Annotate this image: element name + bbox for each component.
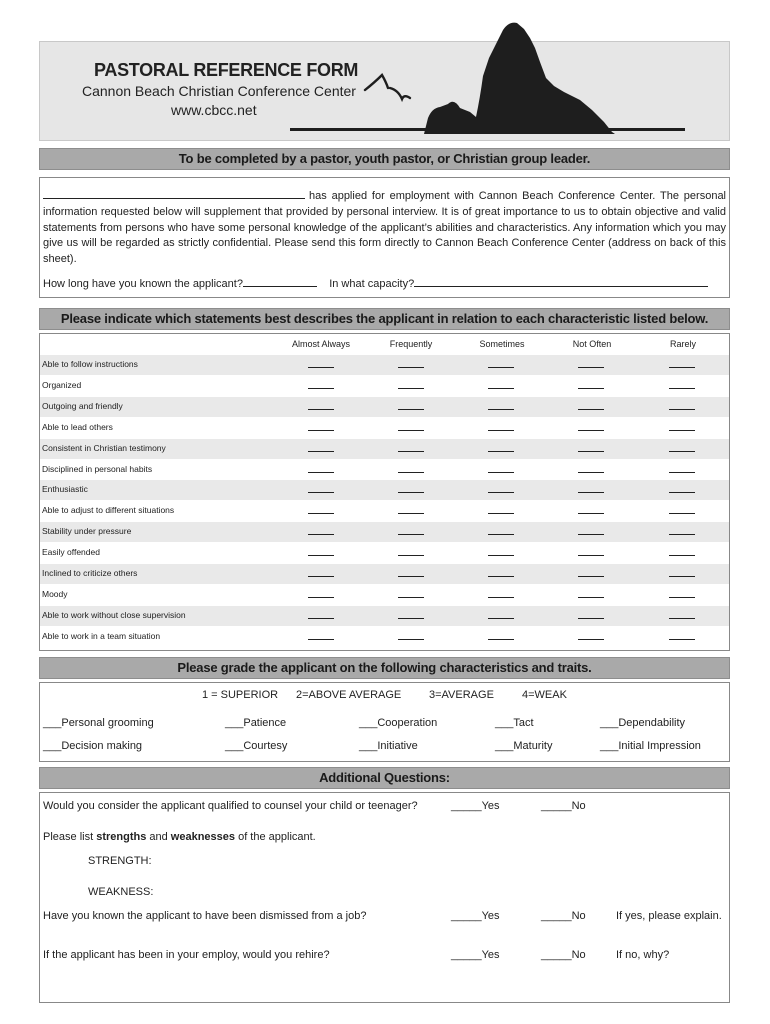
characteristic-label xyxy=(42,443,272,453)
q2-explain-note: If yes, please explain. xyxy=(616,910,722,922)
q2-yes-option[interactable]: _____Yes xyxy=(451,910,500,922)
rating-blank-4[interactable] xyxy=(578,492,604,493)
rating-blank-5[interactable] xyxy=(669,492,695,493)
applicant-name-line[interactable] xyxy=(43,189,305,199)
characteristic-label xyxy=(42,359,272,369)
rating-blank-2[interactable] xyxy=(398,451,424,452)
rating-blank-5[interactable] xyxy=(669,576,695,577)
section2-heading: Please indicate which statements best describes the applicant in relation to each characteristic listed below. xyxy=(39,308,730,330)
characteristic-text: Organized xyxy=(42,379,82,390)
question-counsel: Would you consider the applicant qualified to counsel your child or teenager? xyxy=(43,800,418,812)
table-row xyxy=(40,606,729,626)
characteristic-text: Easily offended xyxy=(42,547,100,558)
characteristic-label xyxy=(42,464,272,474)
rating-blank-4[interactable] xyxy=(578,618,604,619)
rating-blank-1[interactable] xyxy=(308,555,334,556)
haystack-rock-logo xyxy=(290,18,690,136)
rating-blank-3[interactable] xyxy=(488,597,514,598)
rating-blank-4[interactable] xyxy=(578,409,604,410)
characteristic-text: Moody xyxy=(42,588,68,599)
characteristic-label xyxy=(42,568,272,578)
list-and: and xyxy=(146,831,171,843)
trait-initiative[interactable]: ___Initiative xyxy=(359,740,418,752)
rating-blank-2[interactable] xyxy=(398,388,424,389)
rating-blank-1[interactable] xyxy=(308,430,334,431)
characteristic-label xyxy=(42,380,272,390)
trait-dependability[interactable]: ___Dependability xyxy=(600,717,686,729)
trait-personal-grooming[interactable]: ___Personal grooming xyxy=(43,717,154,729)
rating-blank-1[interactable] xyxy=(308,576,334,577)
scale-item: 3=AVERAGE xyxy=(429,689,494,701)
characteristic-text: Able to follow instructions xyxy=(42,359,138,369)
rating-blank-2[interactable] xyxy=(398,597,424,598)
rating-blank-3[interactable] xyxy=(488,409,514,410)
rating-blank-1[interactable] xyxy=(308,513,334,514)
table-row xyxy=(40,460,729,480)
rating-blank-3[interactable] xyxy=(488,576,514,577)
rating-blank-5[interactable] xyxy=(669,472,695,473)
rating-blank-5[interactable] xyxy=(669,555,695,556)
rating-blank-3[interactable] xyxy=(488,534,514,535)
section3-heading: Please grade the applicant on the following characteristics and traits. xyxy=(39,657,730,679)
characteristic-label xyxy=(42,422,272,432)
rating-blank-2[interactable] xyxy=(398,513,424,514)
rating-blank-3[interactable] xyxy=(488,492,514,493)
rating-blank-3[interactable] xyxy=(488,618,514,619)
characteristic-label xyxy=(42,631,272,641)
list-strengths: strengths xyxy=(96,831,147,843)
characteristic-text: Disciplined in personal habits xyxy=(42,463,153,474)
rating-blank-2[interactable] xyxy=(398,409,424,410)
seagull-icon xyxy=(365,75,410,99)
table-row xyxy=(40,480,729,500)
rating-blank-3[interactable] xyxy=(488,639,514,640)
rock-silhouette-icon xyxy=(424,23,615,134)
trait-cooperation[interactable]: ___Cooperation xyxy=(359,717,438,729)
rating-blank-5[interactable] xyxy=(669,534,695,535)
characteristic-label xyxy=(42,505,272,515)
characteristic-label xyxy=(42,526,272,536)
q3-why-note: If no, why? xyxy=(616,949,670,961)
table-row xyxy=(40,397,729,417)
horizon-line xyxy=(290,128,685,131)
rating-blank-4[interactable] xyxy=(578,388,604,389)
question-dismissed: Have you known the applicant to have been dismissed from a job? xyxy=(43,910,367,922)
scale-item: 2=ABOVE AVERAGE xyxy=(296,689,402,701)
rating-blank-3[interactable] xyxy=(488,388,514,389)
rating-blank-4[interactable] xyxy=(578,534,604,535)
table-row xyxy=(40,585,729,605)
section1-heading: To be completed by a pastor, youth pastor, or Christian group leader. xyxy=(39,148,730,170)
rating-blank-4[interactable] xyxy=(578,367,604,368)
rating-blank-1[interactable] xyxy=(308,492,334,493)
table-row xyxy=(40,418,729,438)
trait-decision-making[interactable]: ___Decision making xyxy=(43,740,143,752)
rating-blank-1[interactable] xyxy=(308,618,334,619)
rating-blank-4[interactable] xyxy=(578,597,604,598)
rating-blank-1[interactable] xyxy=(308,409,334,410)
trait-initial-impression[interactable]: ___Initial Impression xyxy=(600,740,701,752)
rating-blank-3[interactable] xyxy=(488,451,514,452)
characteristic-label xyxy=(42,589,272,599)
column-header: Not Often xyxy=(572,339,612,349)
rating-blank-2[interactable] xyxy=(398,367,424,368)
rating-blank-1[interactable] xyxy=(308,472,334,473)
rating-blank-5[interactable] xyxy=(669,430,695,431)
question-rehire: If the applicant has been in your employ, would you rehire? xyxy=(43,949,330,961)
rating-blank-5[interactable] xyxy=(669,451,695,452)
scale-item: 4=WEAK xyxy=(522,689,567,701)
table-row xyxy=(40,501,729,521)
q1-yes-option[interactable]: _____Yes xyxy=(451,800,500,812)
characteristic-text: Able to work in a team situation xyxy=(42,630,161,641)
trait-courtesy[interactable]: ___Courtesy xyxy=(225,740,288,752)
rating-blank-4[interactable] xyxy=(578,555,604,556)
rating-blank-1[interactable] xyxy=(308,534,334,535)
rating-blank-2[interactable] xyxy=(398,534,424,535)
rating-blank-1[interactable] xyxy=(308,451,334,452)
website-url: www.cbcc.net xyxy=(171,102,257,118)
rating-blank-4[interactable] xyxy=(578,451,604,452)
trait-tact[interactable]: ___Tact xyxy=(495,717,534,729)
characteristic-text: Inclined to criticize others xyxy=(42,568,138,578)
table-row xyxy=(40,522,729,542)
section4-heading: Additional Questions: xyxy=(39,767,730,789)
rating-blank-5[interactable] xyxy=(669,639,695,640)
characteristic-label xyxy=(42,401,272,411)
characteristic-text: Able to lead others xyxy=(42,421,113,432)
rating-blank-3[interactable] xyxy=(488,472,514,473)
rating-blank-2[interactable] xyxy=(398,430,424,431)
scale-item: 1 = SUPERIOR xyxy=(202,689,279,701)
q1-no-option[interactable]: _____No xyxy=(541,800,586,812)
rating-blank-2[interactable] xyxy=(398,576,424,577)
list-weaknesses: weaknesses xyxy=(170,831,236,843)
characteristic-text: Able to adjust to different situations xyxy=(42,505,175,516)
characteristic-text: Consistent in Christian testimony xyxy=(42,442,166,453)
how-long-label: How long have you known the applicant? xyxy=(43,278,243,290)
characteristic-text: Enthusiastic xyxy=(42,484,88,495)
q3-no-option[interactable]: _____No xyxy=(541,949,586,961)
rating-blank-5[interactable] xyxy=(669,618,695,619)
rating-blank-5[interactable] xyxy=(669,597,695,598)
rating-blank-2[interactable] xyxy=(398,618,424,619)
trait-patience[interactable]: ___Patience xyxy=(225,717,287,729)
rating-blank-3[interactable] xyxy=(488,430,514,431)
list-suffix: of the applicant. xyxy=(235,831,316,843)
strength-label: STRENGTH: xyxy=(88,855,152,867)
rating-blank-5[interactable] xyxy=(669,388,695,389)
column-header: Almost Always xyxy=(291,339,351,349)
trait-maturity[interactable]: ___Maturity xyxy=(495,740,553,752)
form-title: PASTORAL REFERENCE FORM xyxy=(94,60,359,80)
rating-blank-5[interactable] xyxy=(669,367,695,368)
organization-name: Cannon Beach Christian Conference Center xyxy=(82,83,356,99)
characteristic-label xyxy=(42,484,272,494)
rating-blank-1[interactable] xyxy=(308,597,334,598)
table-row xyxy=(40,439,729,459)
how-long-row xyxy=(43,277,708,290)
rating-blank-2[interactable] xyxy=(398,472,424,473)
column-header: Sometimes xyxy=(479,339,525,349)
rating-blank-4[interactable] xyxy=(578,472,604,473)
q3-yes-option[interactable]: _____Yes xyxy=(451,949,500,961)
table-row xyxy=(40,376,729,396)
table-row xyxy=(40,543,729,563)
capacity-label: In what capacity? xyxy=(329,278,415,290)
weakness-label: WEAKNESS: xyxy=(88,886,154,898)
characteristic-text: Able to work without close supervision xyxy=(42,609,186,620)
characteristic-text: Outgoing and friendly xyxy=(42,400,123,411)
rating-blank-2[interactable] xyxy=(398,492,424,493)
rating-blank-4[interactable] xyxy=(578,576,604,577)
table-row xyxy=(40,355,729,375)
rating-blank-3[interactable] xyxy=(488,555,514,556)
column-header: Rarely xyxy=(669,339,696,349)
table-row xyxy=(40,564,729,584)
intro-paragraph xyxy=(43,189,726,268)
rating-blank-5[interactable] xyxy=(669,513,695,514)
rating-blank-2[interactable] xyxy=(398,639,424,640)
column-header: Frequently xyxy=(389,339,433,349)
capacity-input[interactable] xyxy=(414,277,708,287)
list-instruction xyxy=(43,831,316,843)
intro-text: has applied for employment with Cannon Beach Conference Center. The personal information requested below will supplement that provided by personal interview. It is of great importance to us to obtain objective and valid statements from persons who have some personal knowledge of the applicant’s abilities and characteristics. Any information which you may give us will be regarded as strictly confidential. Please send this form directly to Cannon Beach Conference Center (address on back of this sheet). xyxy=(43,190,726,266)
rating-blank-1[interactable] xyxy=(308,367,334,368)
list-prefix: Please list xyxy=(43,831,97,843)
rating-blank-4[interactable] xyxy=(578,430,604,431)
characteristic-label xyxy=(42,547,272,557)
rating-blank-2[interactable] xyxy=(398,555,424,556)
rating-blank-4[interactable] xyxy=(578,513,604,514)
rating-blank-3[interactable] xyxy=(488,513,514,514)
characteristic-label xyxy=(42,610,272,620)
table-row xyxy=(40,627,729,647)
rating-blank-1[interactable] xyxy=(308,388,334,389)
rating-blank-5[interactable] xyxy=(669,409,695,410)
rating-blank-3[interactable] xyxy=(488,367,514,368)
q2-no-option[interactable]: _____No xyxy=(541,910,586,922)
rating-blank-1[interactable] xyxy=(308,639,334,640)
rating-blank-4[interactable] xyxy=(578,639,604,640)
how-long-input[interactable] xyxy=(243,277,317,287)
characteristic-text: Stability under pressure xyxy=(42,526,132,537)
